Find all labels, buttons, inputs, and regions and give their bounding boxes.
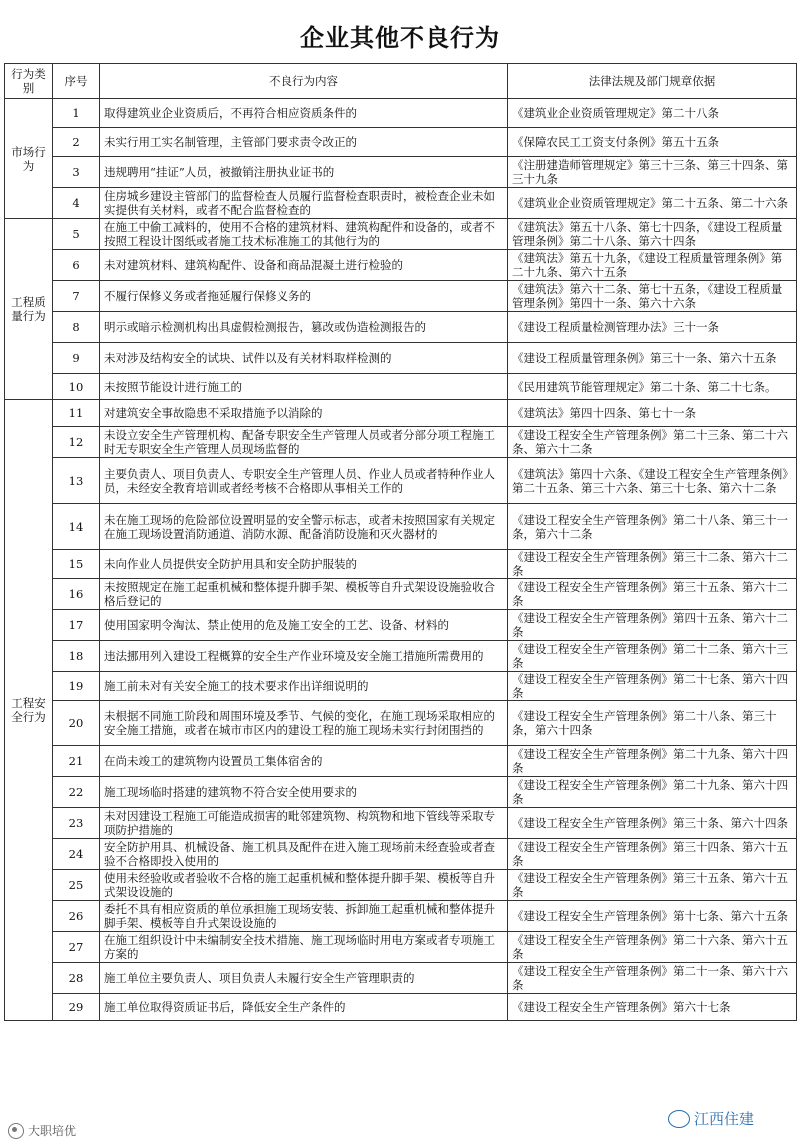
row-number: 21	[53, 746, 100, 777]
row-number: 26	[53, 901, 100, 932]
basis-cell: 《建设工程质量管理条例》第三十一条、第六十五条	[508, 343, 797, 374]
table-row	[5, 504, 797, 550]
row-number: 19	[53, 672, 100, 701]
behavior-cell: 违法挪用列入建设工程概算的安全生产作业环境及安全施工措施所需费用的	[100, 641, 508, 672]
footer-left-text: 大职培优	[28, 1124, 77, 1138]
behavior-cell: 对建筑安全事故隐患不采取措施予以消除的	[100, 400, 508, 427]
basis-cell: 《建设工程安全生产管理条例》第二十九条、第六十四条	[508, 746, 797, 777]
basis-cell: 《建设工程安全生产管理条例》第二十七条、第六十四条	[508, 672, 797, 701]
table-row	[5, 870, 797, 901]
behavior-cell: 未根据不同施工阶段和周围环境及季节、气候的变化，在施工现场采取相应的安全施工措施，或者在城市市区内的建设工程的施工现场未实行封闭围挡的	[100, 701, 508, 746]
table-row	[5, 458, 797, 504]
table-header-row	[5, 64, 797, 99]
logo-icon	[8, 1123, 24, 1139]
table-row	[5, 312, 797, 343]
behavior-cell: 未对因建设工程施工可能造成损害的毗邻建筑物、构筑物和地下管线等采取专项防护措施的	[100, 808, 508, 839]
basis-cell: 《建筑法》第六十二条、第七十五条，《建设工程质量管理条例》第四十一条、第六十六条	[508, 281, 797, 312]
table-body	[5, 99, 797, 1021]
behavior-cell: 主要负责人、项目负责人、专职安全生产管理人员、作业人员或者特种作业人员，未经安全教育培训或者经考核不合格即从事相关工作的	[100, 458, 508, 504]
category-cell: 市场行为	[5, 99, 53, 219]
table-row	[5, 250, 797, 281]
table-row	[5, 932, 797, 963]
row-number: 10	[53, 374, 100, 400]
behavior-cell: 未设立安全生产管理机构、配备专职安全生产管理人员或者分部分项工程施工时无专职安全生产管理人员现场监督的	[100, 427, 508, 458]
basis-cell: 《建设工程安全生产管理条例》第二十二条、第六十三条	[508, 641, 797, 672]
behavior-cell: 未按照规定在施工起重机械和整体提升脚手架、模板等自升式架设设施验收合格后登记的	[100, 579, 508, 610]
basis-cell: 《建设工程安全生产管理条例》第三十五条、第六十五条	[508, 870, 797, 901]
table-row	[5, 427, 797, 458]
row-number: 25	[53, 870, 100, 901]
category-cell: 工程安全行为	[5, 400, 53, 1021]
behavior-cell: 在尚未竣工的建筑物内设置员工集体宿舍的	[100, 746, 508, 777]
basis-cell: 《建筑法》第五十八条、第七十四条，《建设工程质量管理条例》第二十八条、第六十四条	[508, 219, 797, 250]
behavior-cell: 施工前未对有关安全施工的技术要求作出详细说明的	[100, 672, 508, 701]
row-number: 15	[53, 550, 100, 579]
basis-cell: 《建筑业企业资质管理规定》第二十五条、第二十六条	[508, 188, 797, 219]
basis-cell: 《建筑法》第四十四条、第七十一条	[508, 400, 797, 427]
table-row	[5, 281, 797, 312]
basis-cell: 《建设工程安全生产管理条例》第二十九条、第六十四条	[508, 777, 797, 808]
row-number: 17	[53, 610, 100, 641]
behavior-cell: 明示或暗示检测机构出具虚假检测报告，篡改或伪造检测报告的	[100, 312, 508, 343]
row-number: 1	[53, 99, 100, 128]
row-number: 6	[53, 250, 100, 281]
basis-cell: 《建设工程安全生产管理条例》第二十八条、第三十条，第六十四条	[508, 701, 797, 746]
footer-watermark-left	[8, 1122, 76, 1139]
row-number: 27	[53, 932, 100, 963]
row-number: 24	[53, 839, 100, 870]
row-number: 5	[53, 219, 100, 250]
table-row	[5, 746, 797, 777]
basis-cell: 《建设工程质量检测管理办法》三十一条	[508, 312, 797, 343]
table-row	[5, 374, 797, 400]
basis-cell: 《建设工程安全生产管理条例》第三十五条、第六十二条	[508, 579, 797, 610]
behavior-cell: 委托不具有相应资质的单位承担施工现场安装、拆卸施工起重机械和整体提升脚手架、模板等自升式架设设施的	[100, 901, 508, 932]
row-number: 14	[53, 504, 100, 550]
column-header-behavior: 不良行为内容	[100, 64, 508, 99]
behavior-cell: 住房城乡建设主管部门的监督检查人员履行监督检查职责时，被检查企业未如实提供有关材料，或者不配合监督检查的	[100, 188, 508, 219]
table-row	[5, 157, 797, 188]
basis-cell: 《建设工程安全生产管理条例》第三十条、第六十四条	[508, 808, 797, 839]
row-number: 22	[53, 777, 100, 808]
table-row	[5, 99, 797, 128]
basis-cell: 《建设工程安全生产管理条例》第二十一条、第六十六条	[508, 963, 797, 994]
row-number: 9	[53, 343, 100, 374]
row-number: 28	[53, 963, 100, 994]
table-row	[5, 672, 797, 701]
behavior-cell: 未按照节能设计进行施工的	[100, 374, 508, 400]
behavior-cell: 未实行用工实名制管理，主管部门要求责令改正的	[100, 128, 508, 157]
behavior-cell: 在施工组织设计中未编制安全技术措施、施工现场临时用电方案或者专项施工方案的	[100, 932, 508, 963]
table-row	[5, 777, 797, 808]
row-number: 12	[53, 427, 100, 458]
table-row	[5, 963, 797, 994]
behavior-cell: 安全防护用具、机械设备、施工机具及配件在进入施工现场前未经查验或者查验不合格即投入使用的	[100, 839, 508, 870]
basis-cell: 《保障农民工工资支付条例》第五十五条	[508, 128, 797, 157]
row-number: 16	[53, 579, 100, 610]
basis-cell: 《建设工程安全生产管理条例》第二十八条、第三十一条，第六十二条	[508, 504, 797, 550]
behavior-cell: 未对建筑材料、建筑构配件、设备和商品混凝土进行检验的	[100, 250, 508, 281]
table-row	[5, 400, 797, 427]
table-row	[5, 901, 797, 932]
footer-right-text: 江西住建	[694, 1110, 755, 1128]
column-header-category: 行为类别	[5, 64, 53, 99]
table-row	[5, 701, 797, 746]
table-row	[5, 808, 797, 839]
basis-cell: 《建设工程安全生产管理条例》第十七条、第六十五条	[508, 901, 797, 932]
behavior-cell: 施工单位取得资质证书后，降低安全生产条件的	[100, 994, 508, 1021]
table-row	[5, 839, 797, 870]
table-row	[5, 219, 797, 250]
row-number: 29	[53, 994, 100, 1021]
behavior-table	[4, 63, 797, 1021]
table-row	[5, 641, 797, 672]
page-title: 企业其他不良行为	[300, 24, 500, 52]
row-number: 2	[53, 128, 100, 157]
table-row	[5, 343, 797, 374]
table-row	[5, 550, 797, 579]
table-row	[5, 128, 797, 157]
behavior-cell: 未向作业人员提供安全防护用具和安全防护服装的	[100, 550, 508, 579]
row-number: 13	[53, 458, 100, 504]
wechat-icon	[668, 1110, 690, 1128]
basis-cell: 《建设工程安全生产管理条例》第三十二条、第六十二条	[508, 550, 797, 579]
basis-cell: 《建筑业企业资质管理规定》第二十八条	[508, 99, 797, 128]
footer-watermark-right	[668, 1108, 754, 1129]
basis-cell: 《民用建筑节能管理规定》第二十条、第二十七条。	[508, 374, 797, 400]
behavior-cell: 未对涉及结构安全的试块、试件以及有关材料取样检测的	[100, 343, 508, 374]
row-number: 8	[53, 312, 100, 343]
behavior-cell: 违规聘用“挂证”人员，被撤销注册执业证书的	[100, 157, 508, 188]
table-row	[5, 188, 797, 219]
basis-cell: 《建筑法》第四十六条、《建设工程安全生产管理条例》第二十五条、第三十六条、第三十七条、第六十二条	[508, 458, 797, 504]
row-number: 3	[53, 157, 100, 188]
basis-cell: 《建设工程安全生产管理条例》第六十七条	[508, 994, 797, 1021]
row-number: 11	[53, 400, 100, 427]
table-row	[5, 994, 797, 1021]
basis-cell: 《注册建造师管理规定》第三十三条、第三十四条、第三十九条	[508, 157, 797, 188]
basis-cell: 《建设工程安全生产管理条例》第四十五条、第六十二条	[508, 610, 797, 641]
behavior-cell: 施工单位主要负责人、项目负责人未履行安全生产管理职责的	[100, 963, 508, 994]
row-number: 18	[53, 641, 100, 672]
basis-cell: 《建设工程安全生产管理条例》第二十三条、第二十六条、第六十二条	[508, 427, 797, 458]
row-number: 20	[53, 701, 100, 746]
behavior-cell: 施工现场临时搭建的建筑物不符合安全使用要求的	[100, 777, 508, 808]
basis-cell: 《建设工程安全生产管理条例》第二十六条、第六十五条	[508, 932, 797, 963]
behavior-cell: 使用未经验收或者验收不合格的施工起重机械和整体提升脚手架、模板等自升式架设设施的	[100, 870, 508, 901]
table-row	[5, 579, 797, 610]
table-row	[5, 610, 797, 641]
column-header-basis: 法律法规及部门规章依据	[508, 64, 797, 99]
row-number: 7	[53, 281, 100, 312]
basis-cell: 《建筑法》第五十九条，《建设工程质量管理条例》第二十九条、第六十五条	[508, 250, 797, 281]
category-cell: 工程质量行为	[5, 219, 53, 400]
row-number: 23	[53, 808, 100, 839]
behavior-cell: 不履行保修义务或者拖延履行保修义务的	[100, 281, 508, 312]
behavior-cell: 使用国家明令淘汰、禁止使用的危及施工安全的工艺、设备、材料的	[100, 610, 508, 641]
behavior-cell: 取得建筑业企业资质后，不再符合相应资质条件的	[100, 99, 508, 128]
row-number: 4	[53, 188, 100, 219]
behavior-cell: 在施工中偷工减料的，使用不合格的建筑材料、建筑构配件和设备的，或者不按照工程设计图纸或者施工技术标准施工的其他行为的	[100, 219, 508, 250]
column-header-no: 序号	[53, 64, 100, 99]
behavior-cell: 未在施工现场的危险部位设置明显的安全警示标志，或者未按照国家有关规定在施工现场设置消防通道、消防水源、配备消防设施和灭火器材的	[100, 504, 508, 550]
basis-cell: 《建设工程安全生产管理条例》第三十四条、第六十五条	[508, 839, 797, 870]
